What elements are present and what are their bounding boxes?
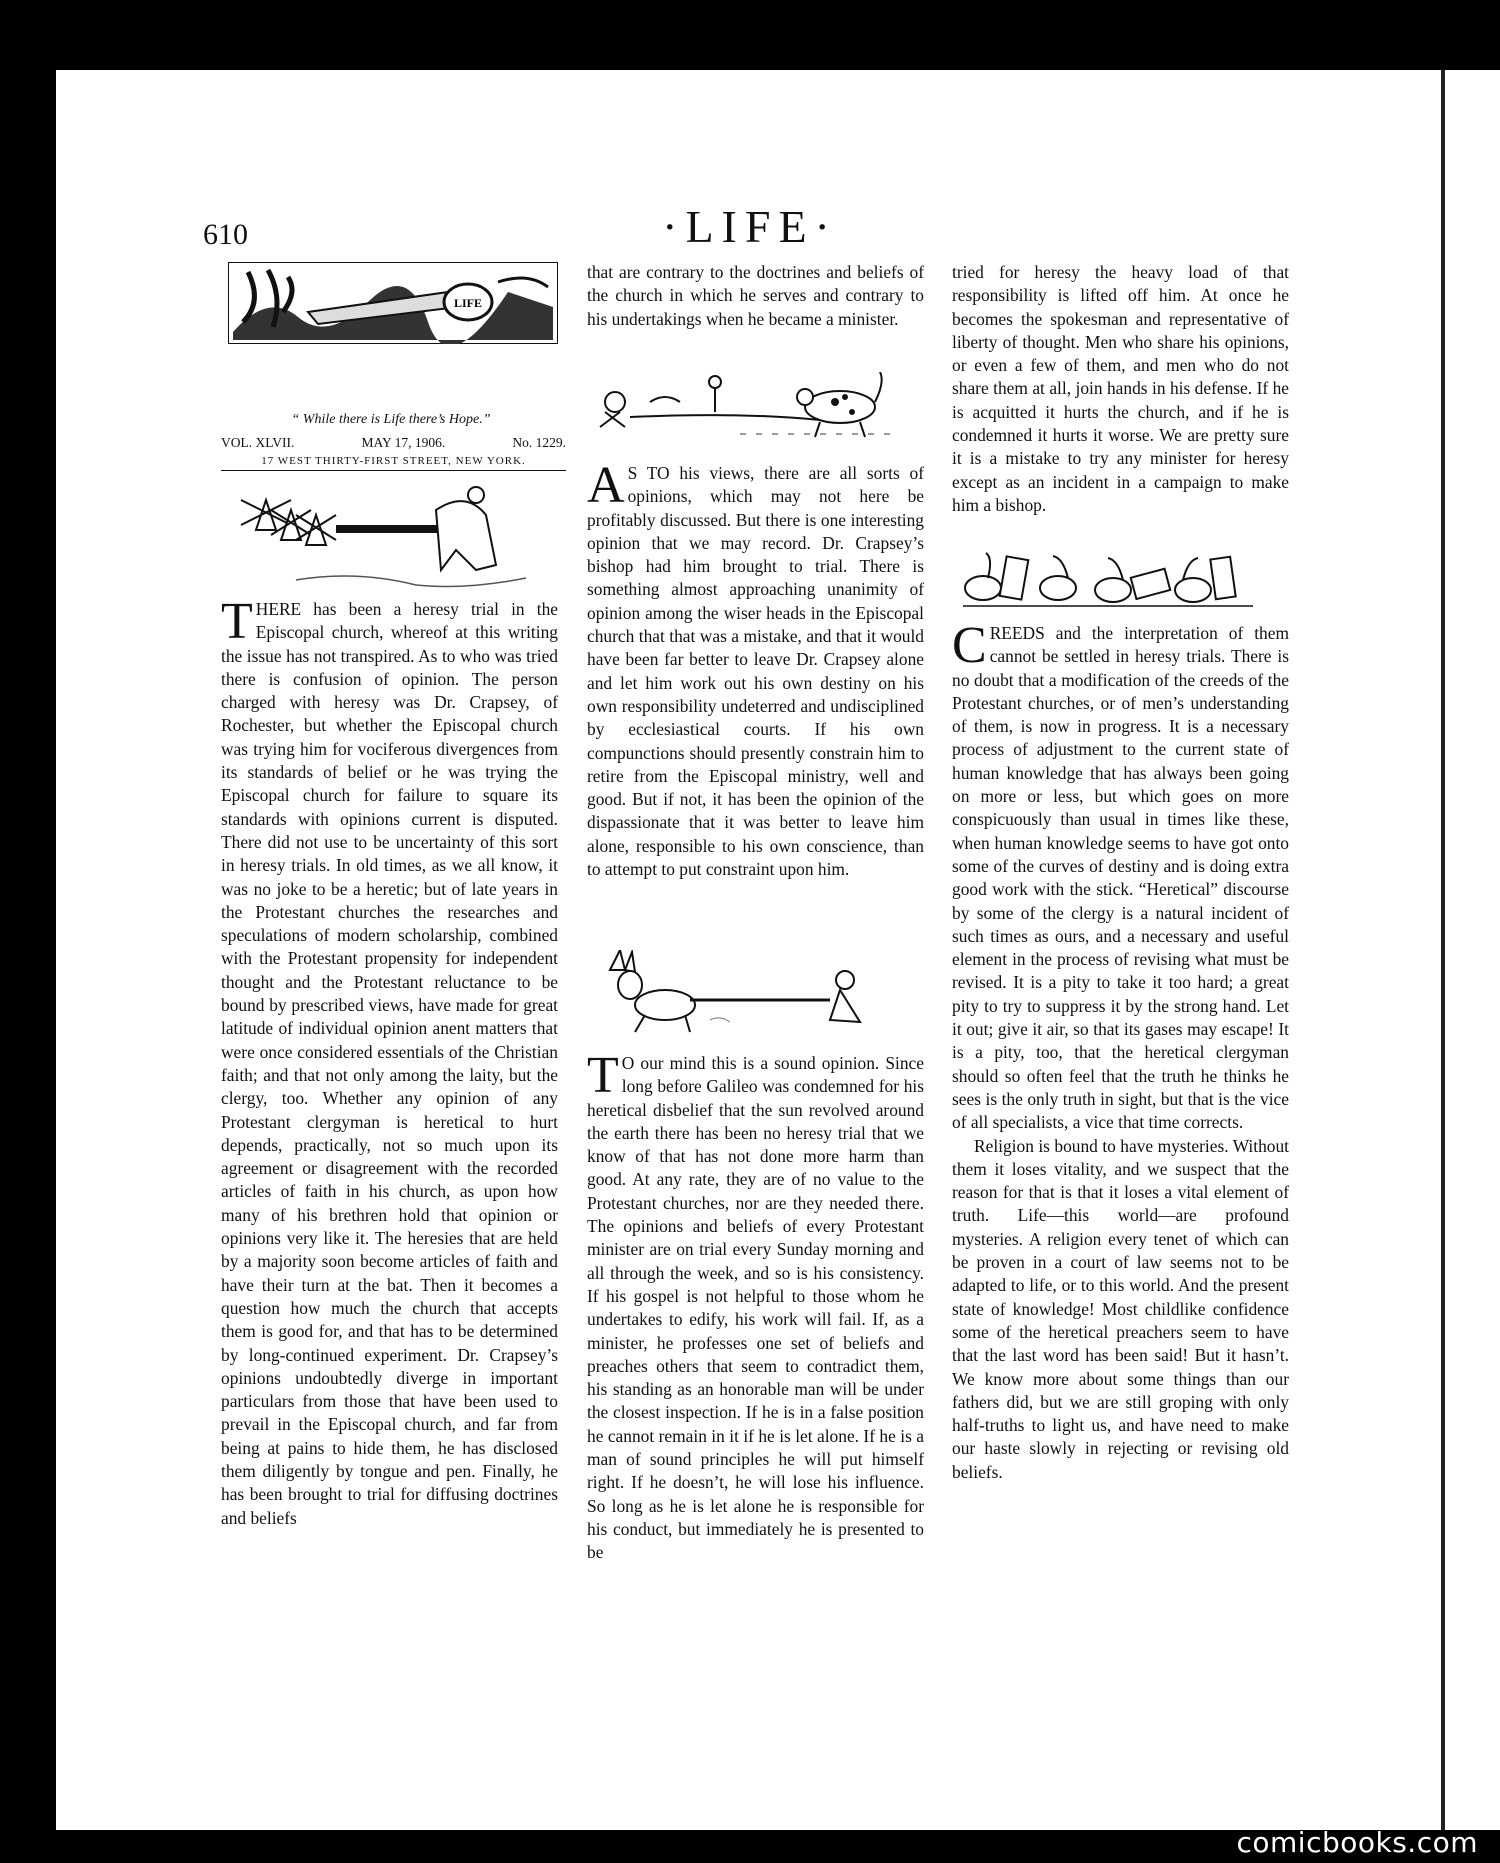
masthead-banner-illustration bbox=[228, 262, 558, 344]
paragraph bbox=[587, 457, 924, 881]
article-column-3-top bbox=[952, 261, 1289, 517]
paragraph: Religion is bound to have mysteries. Without them it loses vitality, and we suspect that the reason for that is that it loses a vital element of truth. Life—this world—are profound mysteries. A religion every tenet of which can be proven in a court of law seems not to be adapted to life, or to this world. And the present state of knowledge! Most childlike confidence some of the heretical preachers seem to have that the last word has been said! But it hasn’t. We know more about some things than our fathers did, but we are still groping with only half-truths to light us, and have need to make our haste slowly in rejecting or revising old beliefs. bbox=[952, 1135, 1289, 1482]
paragraph-text: O our mind this is a sound opinion. Since long before Galileo was condemned for his heretical disbelief that the sun revolved around the earth there has been no heresy trial that we know of that has not done more harm than good. At any rate, they are of no value to the Protestant churches, nor are they needed there. The opinions and beliefs of every Protestant minister are on trial every Sunday morning and all through the week, and so is his consistency. If his gospel is not helpful to those whom he undertakes to edify, his work will fail. If, as a minister, he professes one set of beliefs and preaches others that seem to contradict them, his standing as an honorable man will be under the closest inspection. If he is in a false position he cannot remain in it if he is let alone. If he is a man of sound principles he will put himself right. If he doesn’t, he will lose his influence. So long as he is let alone he is responsible for his conduct, but immediately he is presented to be bbox=[587, 1053, 924, 1563]
paragraph-text: S TO his views, there are all sorts of opinions, which may not here be profitably discussed. But there is one interesting opinion that we may record. Dr. Crapsey’s bishop had him brought to trial. There is something almost approaching unanimity of opinion among the wiser heads in the Episcopal church that that was a mistake, and that it would have been far better to leave Dr. Crapsey alone and let him work out his own destiny on his own responsibility undeterred and undisciplined by ecclesiastical courts. If his own compunctions should presently constrain him to retire from the Episcopal ministry, well and good. But if not, it has been the opinion of the dispassionate that it was better to leave him alone, responsible to his own conscience, than to attempt to put constraint upon him. bbox=[587, 463, 924, 880]
volume: VOL. XLVII. bbox=[221, 435, 295, 450]
paragraph: tried for heresy the heavy load of that responsibility is lifted off him. At once he becomes the spokesman and representative of liberty of thought. Men who share his opinions, or even a few of them, and men who do not share them at all, join hands in his defense. If he is acquitted it hurts the church, and if he is condemned it hurts it worse. We are pretty sure it is a mistake to try any minister for heresy except as an incident in a campaign to make him a bishop. bbox=[952, 262, 1289, 515]
source-watermark: comicbooks.com bbox=[1236, 1826, 1478, 1859]
issue-number: No. 1229. bbox=[512, 435, 566, 450]
masthead-motto: “ While there is Life there’s Hope.” bbox=[291, 412, 491, 427]
paragraph-text: REEDS and the interpretation of them cannot be settled in heresy trials. There is no doubt that a modification of the creeds of the Protestant churches, or of men’s understanding of them, is now in progress. It is a necessary process of adjustment to the current state of human knowledge that has always been going on more or less, but which goes on more conspicuously than usual in times like these, when human knowledge seems to have got onto some of the curves of destiny and is doing extra good work with the stick. “Heretical” discourse by some of the clergy is a natural incident of such times as ours, and a necessary and useful element in the process of revising what must be revised. It is a pity to take it too hard; a great pity to try to suppress it by the strong hand. Let it out; give it air, so that its gases may escape! It is a pity, too, that the heretical clergyman should so often feel that the truth he thinks he sees is the only truth in sight, but that is the vice of all specialists, a vice that time corrects. bbox=[952, 623, 1289, 1133]
adjacent-page-edge bbox=[1441, 70, 1500, 1830]
drop-cap: T bbox=[587, 1047, 619, 1104]
knight-windmills-illustration bbox=[236, 470, 536, 595]
paragraph bbox=[952, 617, 1289, 1135]
article-column-2-bottom bbox=[587, 1047, 924, 1565]
article-column-2-middle bbox=[587, 457, 924, 881]
geese-papers-illustration bbox=[958, 548, 1258, 613]
volume-line bbox=[221, 435, 566, 451]
paragraph: that are contrary to the doctrines and beliefs of the church in which he serves and contrary to his undertakings when he became a minister. bbox=[587, 262, 924, 329]
drop-cap: C bbox=[952, 617, 987, 674]
paragraph bbox=[221, 593, 558, 1530]
article-column-2-top bbox=[587, 261, 924, 331]
article-column-1 bbox=[221, 593, 558, 1530]
publisher-address: 17 WEST THIRTY-FIRST STREET, NEW YORK. bbox=[221, 455, 566, 471]
paragraph-text: HERE has been a heresy trial in the Episcopal church, whereof at this writing the issue has not transpired. As to who was tried there is confusion of opinion. The person charged with heresy was Dr. Crapsey, of Rochester, but whether the Episcopal church was trying him for vociferous divergences from its standards of belief or he was trying the Episcopal church for failure to square its standards with opinions current is disputed. There did not use to be uncertainty of this sort in heresy trials. In old times, as we all know, it was no joke to be a heretic; but of late years in the Protestant churches the researches and speculations of modern scholarship, combined with the Protestant propensity for independent thought and the Protestant reluctance to be bound by prescribed views, have made for great latitude of individual opinion anent matters that were once considered essentials of the Christian faith; and that not only among the laity, but the clergy, too. Whether any opinion of any Protestant clergyman is heretical to hurt depends, practically, not so much upon its agreement or disagreement with the recorded articles of faith in his church, as upon how many of his brethren hold that opinion or opinions very like it. The heresies that are held by a majority soon become articles of faith and have their turn at the bat. Then it becomes a question how much the church that accepts them is good for, and that has to be determined by long-continued experiment. Dr. Crapsey’s opinions undoubtedly diverge in important particulars from those that have been used to prevail in the Episcopal church, and far from being at pains to hide them, he has disclosed them diligently by tongue and pen. Finally, he has been brought to trial for diffusing doctrines and beliefs bbox=[221, 599, 558, 1528]
page-number: 610 bbox=[203, 218, 248, 251]
article-column-3-bottom bbox=[952, 617, 1289, 1484]
issue-date: MAY 17, 1906. bbox=[361, 435, 446, 450]
donkey-rope-illustration bbox=[590, 950, 890, 1040]
masthead-title: ·LIFE· bbox=[662, 201, 838, 252]
paragraph bbox=[587, 1047, 924, 1565]
banner-life-label: LIFE bbox=[453, 296, 483, 310]
drop-cap: T bbox=[221, 593, 253, 650]
drop-cap: A bbox=[587, 457, 625, 514]
cow-chase-illustration bbox=[590, 372, 890, 442]
